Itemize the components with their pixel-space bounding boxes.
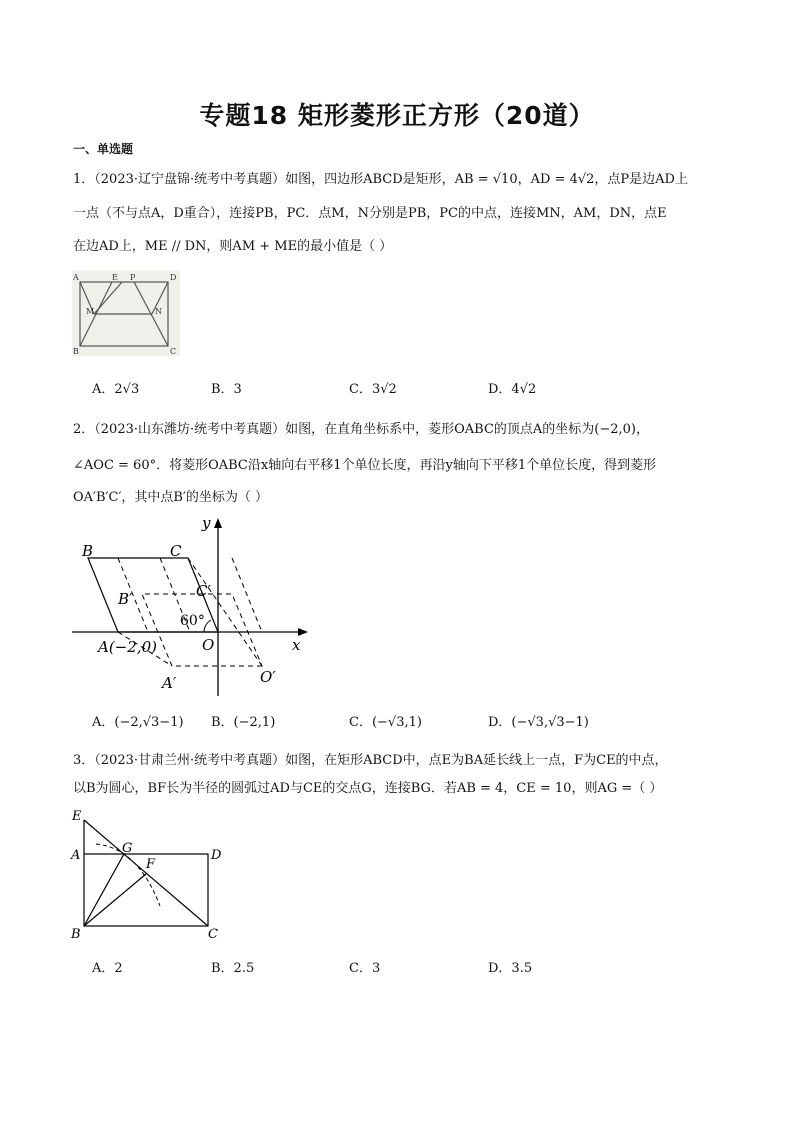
q2-label-O-prime: O′	[260, 668, 276, 686]
q2-label-B-prime: B′	[118, 590, 133, 608]
q3-label-F: F	[146, 857, 156, 872]
q3-label-B: B	[71, 927, 81, 940]
q2-option-b: B．(−2,1)	[211, 715, 276, 730]
q3-option-b: B．2.5	[211, 961, 255, 976]
q3-label-A: A	[71, 848, 81, 863]
q1-label-N: N	[155, 307, 162, 316]
q1-figure	[72, 270, 180, 356]
q3-line-1: 3．（2023·甘肃兰州·统考中考真题）如图，在矩形ABCD中，点E为BA延长线上一点，F为CE的中点，	[73, 753, 668, 768]
q3-label-D: D	[211, 848, 222, 863]
q2-line-1: 2．（2023·山东潍坊·统考中考真题）如图，在直角坐标系中，菱形OABC的顶点A的坐标为(−2,0)，	[73, 422, 650, 437]
q3-line-2: 以B为圆心，BF长为半径的圆弧过AD与CE的交点G，连接BG．若AB = 4，CE = 10，则AG =（ ）	[73, 781, 663, 796]
q3-label-G: G	[122, 841, 133, 856]
q2-line-3: OA′B′C′，其中点B′的坐标为（ ）	[73, 490, 269, 505]
q2-label-angle: 60°	[180, 613, 205, 629]
q2-label-C: C	[170, 542, 182, 560]
q3-figure	[68, 806, 228, 940]
q3-label-C: C	[208, 927, 218, 940]
q2-label-y: y	[202, 514, 211, 532]
q2-option-c: C．(−√3,1)	[349, 715, 422, 730]
q3-option-a: A．2	[92, 961, 123, 976]
q1-option-c: C．3√2	[349, 382, 397, 397]
q1-label-A: A	[73, 273, 79, 282]
q2-label-O: O	[202, 636, 215, 654]
q1-line-1: 1．（2023·辽宁盘锦·统考中考真题）如图，四边形ABCD是矩形，AB = √10，AD = 4√2，点P是边AD上	[73, 172, 688, 187]
q1-label-P: P	[130, 273, 136, 282]
q1-label-C: C	[170, 347, 177, 356]
q2-label-x: x	[292, 636, 301, 654]
q3-label-E: E	[72, 809, 82, 824]
q2-label-C-prime: C′	[196, 582, 211, 600]
q1-option-a: A．2√3	[92, 382, 140, 397]
q2-label-B: B	[82, 542, 94, 560]
q1-label-E: E	[112, 273, 118, 282]
section-heading: 一、单选题	[73, 142, 134, 156]
q2-label-A: A(−2,0)	[98, 638, 157, 656]
q2-option-d: D．(−√3,√3−1)	[488, 715, 589, 730]
q3-option-d: D．3.5	[488, 961, 533, 976]
q2-option-a: A．(−2,√3−1)	[92, 715, 184, 730]
q1-option-b: B．3	[211, 382, 242, 397]
q1-option-d: D．4√2	[488, 382, 537, 397]
q2-figure	[70, 512, 320, 702]
q1-label-B: B	[73, 347, 79, 356]
q3-option-c: C．3	[349, 961, 381, 976]
q2-line-2: ∠AOC = 60°．将菱形OABC沿x轴向右平移1个单位长度，再沿y轴向下平移1个单位长度，得到菱形	[73, 458, 657, 473]
page-title: 专题18 矩形菱形正方形（20道）	[199, 101, 595, 130]
q1-label-D: D	[170, 273, 177, 282]
q2-label-A-prime: A′	[162, 674, 177, 692]
q1-line-2: 一点（不与点A，D重合），连接PB，PC．点M，N分别是PB，PC的中点，连接MN，AM，DN，点E	[73, 206, 667, 221]
q1-label-M: M	[86, 307, 95, 316]
q1-line-3: 在边AD上，ME // DN，则AM + ME的最小值是（ ）	[73, 239, 393, 254]
